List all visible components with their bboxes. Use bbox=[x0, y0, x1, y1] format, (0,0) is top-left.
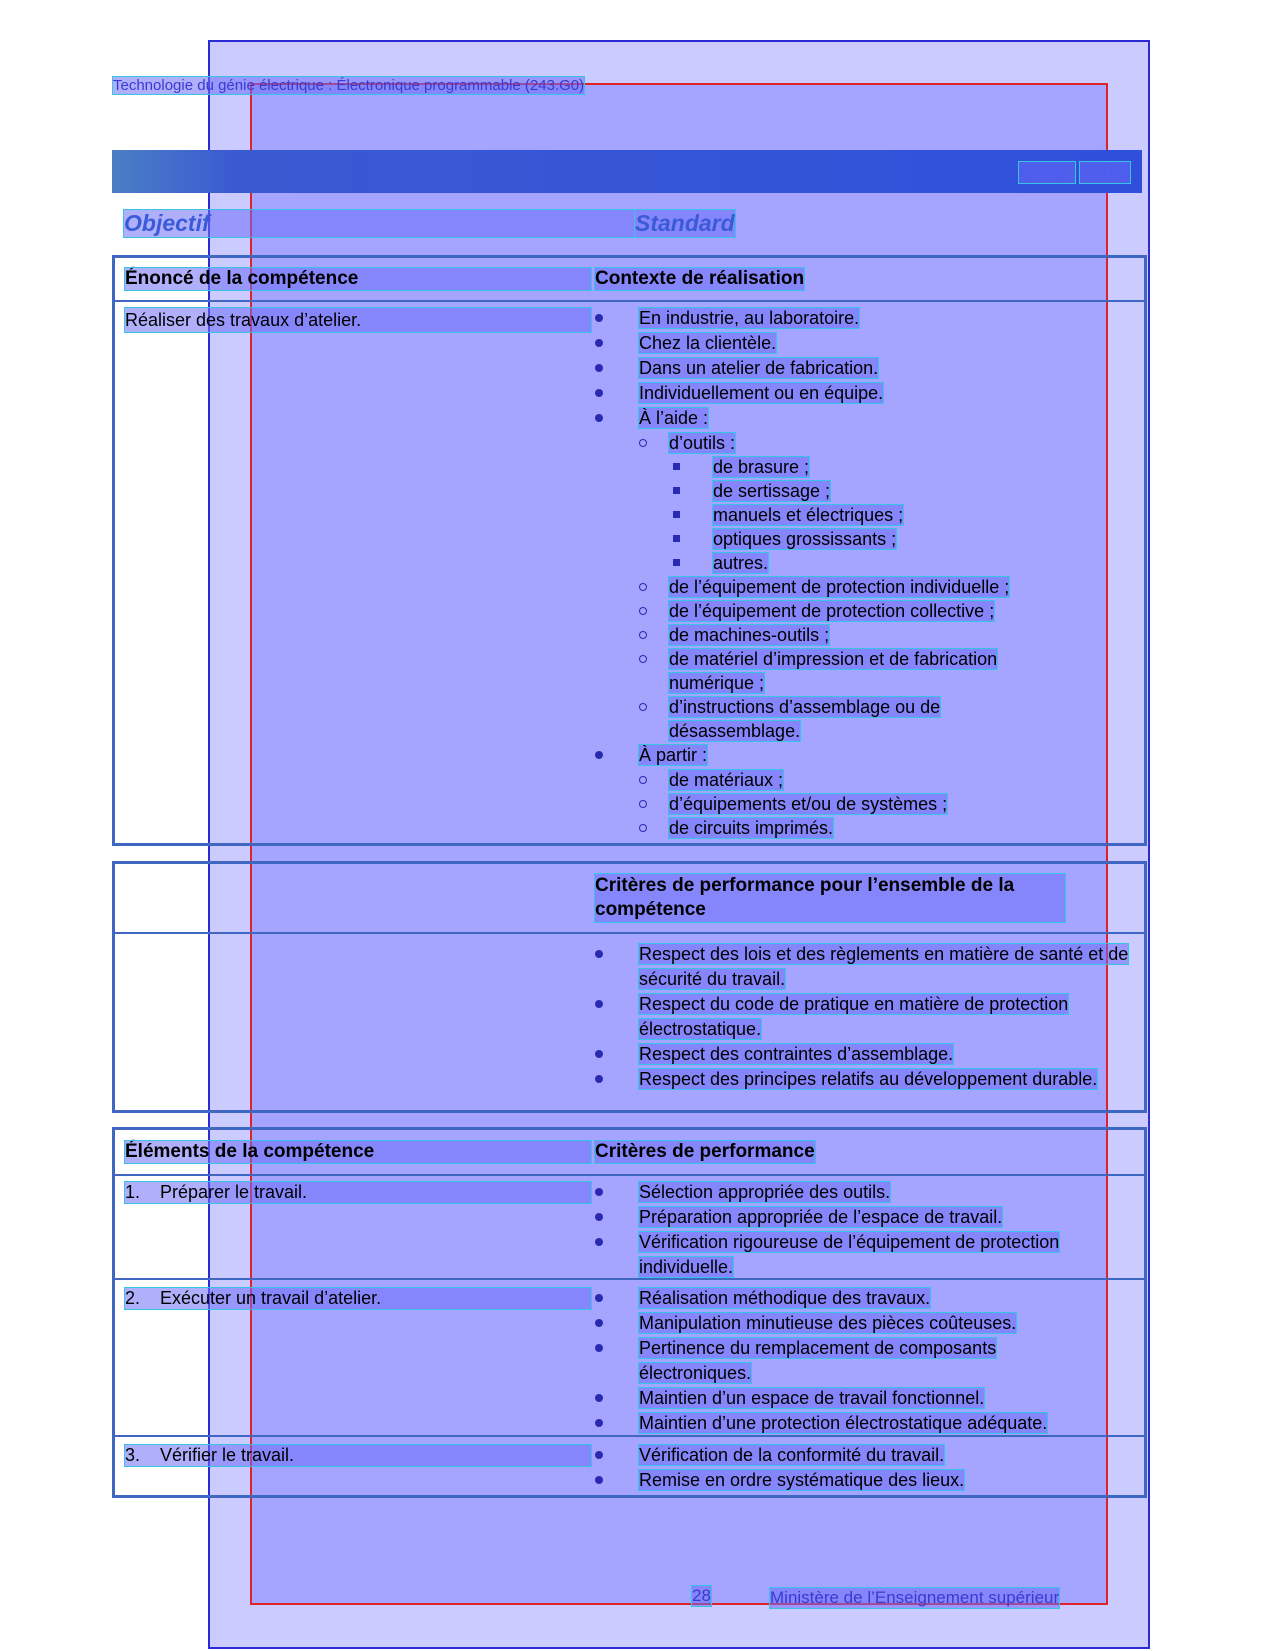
sub-list-item: d’instructions d’assemblage ou de désassemblage. bbox=[639, 695, 969, 743]
bullet-icon bbox=[595, 1050, 603, 1058]
sub-list-item: de matériaux ; bbox=[639, 768, 1115, 792]
list-item: Réalisation méthodique des travaux. bbox=[595, 1286, 1115, 1311]
list-item: À l’aide : d’outils : de brasure ; de sertissage ; manuels et électriques ; optiques grossissants ; autres. de l’équipement de protection individuelle ; de l’équipement de protection collective ; de machines-outils ; de matériel d’impression et de fabrication numérique ; d’instructions d’assemblage ou de désassemblage. bbox=[595, 406, 1115, 743]
bullet-icon bbox=[595, 364, 603, 372]
circle-bullet-icon bbox=[639, 655, 647, 663]
sub-list-item: de l’équipement de protection individuelle ; bbox=[639, 575, 1115, 599]
list-item: Respect du code de pratique en matière de protection électrostatique. bbox=[595, 992, 1135, 1042]
list-item: Vérification rigoureuse de l’équipement de protection individuelle. bbox=[595, 1230, 1135, 1280]
square-bullet-icon bbox=[673, 535, 680, 542]
objectif-title: Objectif bbox=[124, 210, 634, 237]
standard-title: Standard bbox=[635, 210, 735, 236]
sub-list-item: de circuits imprimés. bbox=[639, 816, 1115, 840]
bullet-icon bbox=[595, 751, 603, 759]
page-number: 28 bbox=[692, 1586, 711, 1605]
elements-header-row bbox=[115, 1130, 1144, 1176]
criteres-ensemble-box bbox=[112, 861, 1147, 1113]
footer-ministry: Ministère de l’Enseignement supérieur bbox=[770, 1588, 1060, 1607]
competence-header-row bbox=[115, 258, 1144, 302]
bullet-icon bbox=[595, 339, 603, 347]
square-bullet-icon bbox=[673, 487, 680, 494]
code-value: 02HG bbox=[1080, 162, 1130, 183]
enonce-header: Énoncé de la compétence bbox=[125, 268, 591, 290]
list-item: Dans un atelier de fabrication. bbox=[595, 356, 1115, 381]
square-bullet-icon bbox=[673, 511, 680, 518]
list-item: À partir : de matériaux ; d’équipements et/ou de systèmes ; de circuits imprimés. bbox=[595, 743, 1115, 840]
bullet-icon bbox=[595, 1213, 603, 1221]
sub-sub-list-item: de sertissage ; bbox=[669, 479, 1115, 503]
elements-header-left: Éléments de la compétence bbox=[125, 1141, 591, 1163]
element-criteria-list bbox=[595, 1443, 1115, 1493]
sub-sub-list-item: de brasure ; bbox=[669, 455, 1115, 479]
bullet-icon bbox=[595, 1238, 603, 1246]
bullet-icon bbox=[595, 414, 603, 422]
code-text bbox=[1019, 162, 1130, 184]
criteres-ensemble-list bbox=[595, 942, 1135, 1092]
enonce-text: Réaliser des travaux d’atelier. bbox=[125, 308, 591, 332]
criteres-ensemble-header-row bbox=[115, 864, 1144, 934]
bullet-icon bbox=[595, 1344, 603, 1352]
bullet-icon bbox=[595, 1476, 603, 1484]
elements-box bbox=[112, 1127, 1147, 1498]
list-item: Chez la clientèle. bbox=[595, 331, 1115, 356]
list-item: Respect des principes relatifs au développement durable. bbox=[595, 1067, 1135, 1092]
square-bullet-icon bbox=[673, 463, 680, 470]
element-label: 1. Préparer le travail. bbox=[125, 1182, 591, 1203]
circle-bullet-icon bbox=[639, 583, 647, 591]
bullet-icon bbox=[595, 1319, 603, 1327]
contexte-list bbox=[595, 306, 1115, 840]
sub-list-item: de l’équipement de protection collective ; bbox=[639, 599, 1115, 623]
circle-bullet-icon bbox=[639, 631, 647, 639]
circle-bullet-icon bbox=[639, 607, 647, 615]
bullet-icon bbox=[595, 950, 603, 958]
bullet-icon bbox=[595, 1188, 603, 1196]
list-item: Maintien d’une protection électrostatique adéquate. bbox=[595, 1411, 1115, 1436]
list-item: Préparation appropriée de l’espace de travail. bbox=[595, 1205, 1135, 1230]
bullet-icon bbox=[595, 1451, 603, 1459]
sub-list-item: d’équipements et/ou de systèmes ; bbox=[639, 792, 1115, 816]
circle-bullet-icon bbox=[639, 703, 647, 711]
circle-bullet-icon bbox=[639, 439, 647, 447]
list-item: Sélection appropriée des outils. bbox=[595, 1180, 1135, 1205]
list-item: Remise en ordre systématique des lieux. bbox=[595, 1468, 1115, 1493]
sub-sub-list-item: optiques grossissants ; bbox=[669, 527, 1115, 551]
criteres-ensemble-header: Critères de performance pour l’ensemble de la compétence bbox=[595, 874, 1065, 922]
bullet-icon bbox=[595, 389, 603, 397]
circle-bullet-icon bbox=[639, 800, 647, 808]
competence-box bbox=[112, 255, 1147, 846]
element-row bbox=[115, 1174, 1144, 1278]
circle-bullet-icon bbox=[639, 824, 647, 832]
bullet-icon bbox=[595, 1394, 603, 1402]
sub-list-item: de machines-outils ; bbox=[639, 623, 1115, 647]
code-bar bbox=[112, 150, 1142, 193]
list-item: Individuellement ou en équipe. bbox=[595, 381, 1115, 406]
contexte-header: Contexte de réalisation bbox=[595, 268, 805, 289]
list-item: Vérification de la conformité du travail. bbox=[595, 1443, 1115, 1468]
element-criteria-list bbox=[595, 1180, 1135, 1280]
element-label: 2. Exécuter un travail d’atelier. bbox=[125, 1288, 591, 1309]
square-bullet-icon bbox=[673, 559, 680, 566]
bullet-icon bbox=[595, 1419, 603, 1427]
element-label: 3. Vérifier le travail. bbox=[125, 1445, 591, 1466]
bullet-icon bbox=[595, 1294, 603, 1302]
list-item: Respect des contraintes d’assemblage. bbox=[595, 1042, 1135, 1067]
element-criteria-list bbox=[595, 1286, 1115, 1436]
list-item: Respect des lois et des règlements en matière de santé et de sécurité du travail. bbox=[595, 942, 1135, 992]
sub-list-item: d’outils : de brasure ; de sertissage ; manuels et électriques ; optiques grossissants ; autres. bbox=[639, 431, 1115, 575]
running-header: Technologie du génie électrique : Électronique programmable (243.G0) bbox=[113, 77, 585, 94]
list-item: Manipulation minutieuse des pièces coûteuses. bbox=[595, 1311, 1115, 1336]
bullet-icon bbox=[595, 314, 603, 322]
element-row bbox=[115, 1435, 1144, 1497]
sub-list-item: de matériel d’impression et de fabrication numérique ; bbox=[639, 647, 1029, 695]
elements-header-right: Critères de performance bbox=[595, 1141, 815, 1162]
sub-sub-list-item: manuels et électriques ; bbox=[669, 503, 1115, 527]
list-item: Maintien d’un espace de travail fonctionnel. bbox=[595, 1386, 1115, 1411]
bullet-icon bbox=[595, 1075, 603, 1083]
element-row bbox=[115, 1278, 1144, 1437]
bullet-icon bbox=[595, 1000, 603, 1008]
list-item: Pertinence du remplacement de composants électroniques. bbox=[595, 1336, 1079, 1386]
sub-sub-list-item: autres. bbox=[669, 551, 1115, 575]
list-item: En industrie, au laboratoire. bbox=[595, 306, 1115, 331]
circle-bullet-icon bbox=[639, 776, 647, 784]
code-label: Code : bbox=[1019, 162, 1076, 183]
